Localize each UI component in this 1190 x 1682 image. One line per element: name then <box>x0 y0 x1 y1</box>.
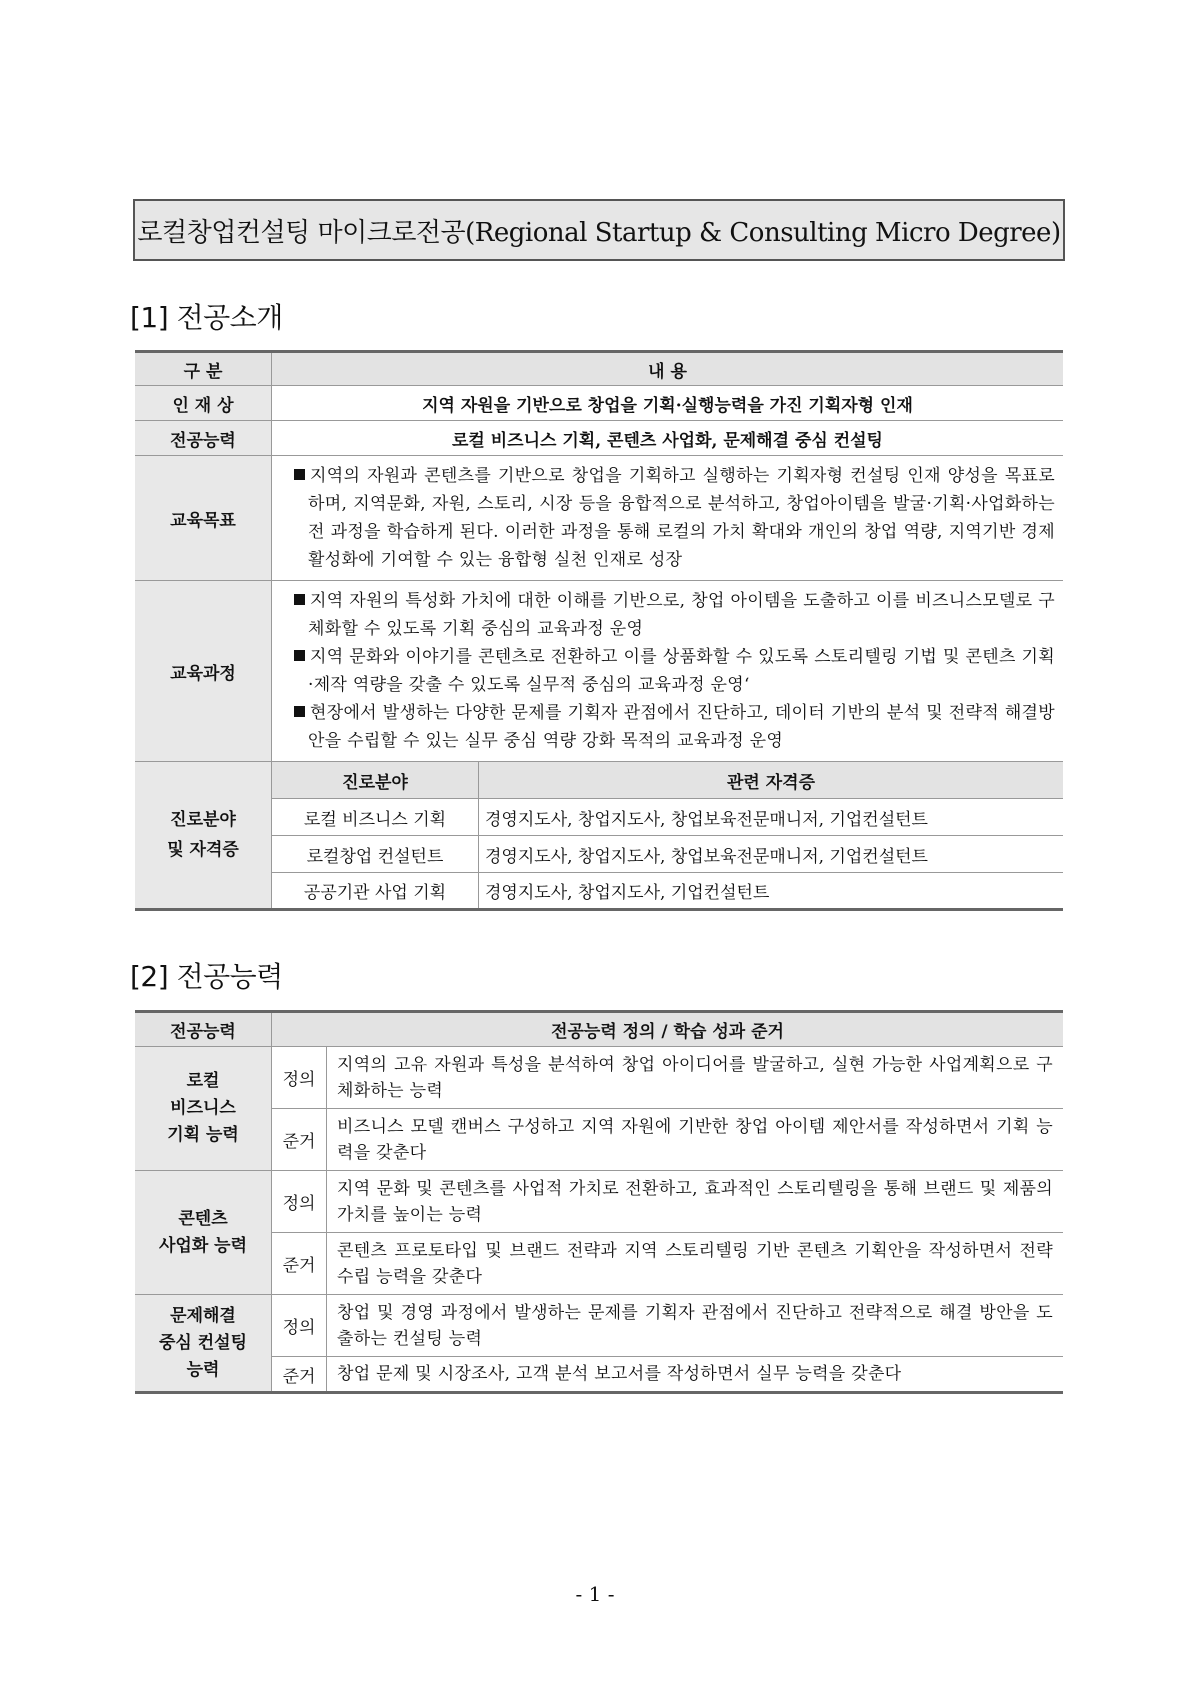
definition-tag: 정의 <box>272 1295 327 1357</box>
table-header-row <box>135 352 1063 386</box>
criterion-tag: 준거 <box>272 1233 327 1295</box>
header-category: 구 분 <box>135 352 272 386</box>
curriculum-item: 지역 문화와 이야기를 콘텐츠로 전환하고 이를 상품화할 수 있도록 스토리텔링 기법 및 콘텐츠 기획·제작 역량을 갖출 수 있도록 실무적 중심의 교육과정 운영‘ <box>294 643 1055 699</box>
bullet-square-icon <box>294 706 305 717</box>
page-number: - 1 - <box>575 1582 615 1606</box>
career-cert-header: 관련 자격증 <box>479 762 1064 799</box>
career-field-header: 진로분야 <box>272 762 479 799</box>
section2-heading: [2] 전공능력 <box>130 960 283 993</box>
competency-definition-row <box>135 1295 1063 1357</box>
bullet-square-icon <box>294 650 305 661</box>
competency-name: 문제해결 중심 컨설팅 능력 <box>135 1295 272 1393</box>
major-competency-table <box>135 1010 1063 1394</box>
curriculum-item: 현장에서 발생하는 다양한 문제를 기획자 관점에서 진단하고, 데이터 기반의 분석 및 전략적 해결방안을 수립할 수 있는 실무 중심 역량 강화 목적의 교육과정 운영 <box>294 699 1055 755</box>
career-row <box>135 836 1063 873</box>
competency-definition-row <box>135 1047 1063 1109</box>
career-field: 공공기관 사업 기획 <box>272 873 479 910</box>
career-field: 로컬창업 컨설턴트 <box>272 836 479 873</box>
table-header-row <box>135 1012 1063 1047</box>
definition-text: 지역 문화 및 콘텐츠를 사업적 가치로 전환하고, 효과적인 스토리텔링을 통해 브랜드 및 제품의 가치를 높이는 능력 <box>327 1171 1064 1233</box>
bullet-square-icon <box>294 594 305 605</box>
section1-heading: [1] 전공소개 <box>130 301 283 334</box>
criterion-text: 창업 문제 및 시장조사, 고객 분석 보고서를 작성하면서 실무 능력을 갖춘다 <box>327 1357 1064 1393</box>
talent-row <box>135 386 1063 421</box>
talent-value: 지역 자원을 기반으로 창업을 기획·실행능력을 가진 기획자형 인재 <box>272 386 1064 421</box>
career-label: 진로분야 및 자격증 <box>135 762 272 910</box>
curriculum-item: 지역 자원의 특성화 가치에 대한 이해를 기반으로, 창업 아이템을 도출하고 이를 비즈니스모델로 구체화할 수 있도록 기획 중심의 교육과정 운영 <box>294 587 1055 643</box>
goal-row <box>135 456 1063 581</box>
definition-tag: 정의 <box>272 1047 327 1109</box>
goal-content <box>272 456 1064 581</box>
career-certs: 경영지도사, 창업지도사, 기업컨설턴트 <box>479 873 1064 910</box>
criterion-tag: 준거 <box>272 1357 327 1393</box>
competency-label: 전공능력 <box>135 421 272 456</box>
career-certs: 경영지도사, 창업지도사, 창업보육전문매니저, 기업컨설턴트 <box>479 836 1064 873</box>
curriculum-label: 교육과정 <box>135 581 272 762</box>
header-definition: 전공능력 정의 / 학습 성과 준거 <box>272 1012 1064 1047</box>
career-header-row <box>135 762 1063 799</box>
talent-label: 인 재 상 <box>135 386 272 421</box>
definition-text: 지역의 고유 자원과 특성을 분석하여 창업 아이디어를 발굴하고, 실현 가능한 사업계획으로 구체화하는 능력 <box>327 1047 1064 1109</box>
document-title: 로컬창업컨설팅 마이크로전공(Regional Startup & Consulting Micro Degree) <box>133 199 1065 261</box>
header-content: 내 용 <box>272 352 1064 386</box>
competency-row <box>135 421 1063 456</box>
criterion-text: 비즈니스 모델 캔버스 구성하고 지역 자원에 기반한 창업 아이템 제안서를 작성하면서 기획 능력을 갖춘다 <box>327 1109 1064 1171</box>
bullet-square-icon <box>294 469 305 480</box>
career-row <box>135 799 1063 836</box>
competency-name: 콘텐츠 사업화 능력 <box>135 1171 272 1295</box>
header-competency: 전공능력 <box>135 1012 272 1047</box>
criterion-tag: 준거 <box>272 1109 327 1171</box>
competency-name: 로컬 비즈니스 기획 능력 <box>135 1047 272 1171</box>
career-field: 로컬 비즈니스 기획 <box>272 799 479 836</box>
curriculum-content <box>272 581 1064 762</box>
competency-criterion-row <box>135 1109 1063 1171</box>
competency-criterion-row <box>135 1233 1063 1295</box>
definition-text: 창업 및 경영 과정에서 발생하는 문제를 기획자 관점에서 진단하고 전략적으로 해결 방안을 도출하는 컨설팅 능력 <box>327 1295 1064 1357</box>
career-certs: 경영지도사, 창업지도사, 창업보육전문매니저, 기업컨설턴트 <box>479 799 1064 836</box>
goal-item: 지역의 자원과 콘텐츠를 기반으로 창업을 기획하고 실행하는 기획자형 컨설팅 인재 양성을 목표로 하며, 지역문화, 자원, 스토리, 시장 등을 융합적으로 분석하고, 창업아이템을 발굴·기획·사업화하는 전 과정을 학습하게 된다. 이러한 과정을 통해 로컬의 가치 확대와 개인의 창업 역량, 지역기반 경제 활성화에 기여할 수 있는 융합형 실천 인재로 성장 <box>294 462 1055 574</box>
curriculum-row <box>135 581 1063 762</box>
competency-definition-row <box>135 1171 1063 1233</box>
major-intro-table <box>135 350 1063 911</box>
competency-value: 로컬 비즈니스 기획, 콘텐츠 사업화, 문제해결 중심 컨설팅 <box>272 421 1064 456</box>
goal-label: 교육목표 <box>135 456 272 581</box>
criterion-text: 콘텐츠 프로토타입 및 브랜드 전략과 지역 스토리텔링 기반 콘텐츠 기획안을 작성하면서 전략 수립 능력을 갖춘다 <box>327 1233 1064 1295</box>
definition-tag: 정의 <box>272 1171 327 1233</box>
career-row <box>135 873 1063 910</box>
competency-criterion-row <box>135 1357 1063 1393</box>
